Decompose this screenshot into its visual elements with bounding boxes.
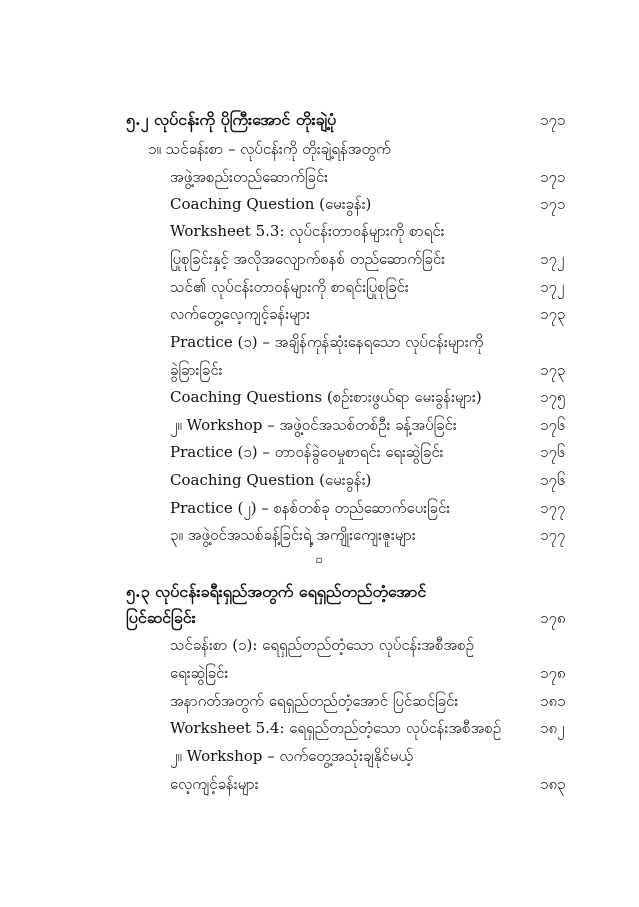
toc-entry bbox=[0, 275, 639, 299]
toc-entry-page: ၁၇၂ bbox=[540, 278, 565, 296]
section-page-number: ၁၇၈ bbox=[540, 609, 566, 627]
toc-entry-text: လက်တွေ့လေ့ကျင့်ခန်းများ bbox=[170, 305, 310, 323]
toc-entry bbox=[0, 772, 639, 796]
toc-entry bbox=[0, 385, 639, 409]
toc-entry-text: ၂။ Workshop – အဖွဲ့ဝင်အသစ်တစ်ဦး ခန့်အပ်ခြင်း bbox=[170, 416, 457, 434]
toc-entry-page: ၁၇၃ bbox=[540, 361, 566, 379]
toc-entry-text: Coaching Questions (စဉ်းစားဖွယ်ရာ မေးခွန်းများ) bbox=[170, 388, 482, 406]
toc-entry bbox=[0, 523, 639, 547]
toc-entry-text: သင်၏ လုပ်ငန်းတာဝန်များကို စာရင်းပြုစုခြင်း bbox=[170, 278, 409, 296]
toc-entry-page: ၁၇၇ bbox=[540, 526, 566, 544]
toc-entry bbox=[0, 744, 639, 768]
toc-entry-text: ၃။ အဖွဲ့ဝင်အသစ်ခန့်ခြင်းရဲ့ အကျိုးကျေးဇူးများ bbox=[170, 526, 416, 544]
toc-entry-page: ၁၈၂ bbox=[540, 719, 565, 737]
toc-entry bbox=[0, 358, 639, 382]
section-heading-row bbox=[0, 108, 639, 132]
toc-entry bbox=[0, 633, 639, 657]
toc-entry bbox=[0, 165, 639, 189]
toc-entry-text: ခွဲခြားခြင်း bbox=[170, 361, 223, 379]
section-heading-row bbox=[0, 606, 639, 630]
toc-entry bbox=[0, 716, 639, 740]
toc-entry bbox=[0, 413, 639, 437]
toc-entry-text: Coaching Question (မေးခွန်း) bbox=[170, 195, 372, 213]
toc-entry bbox=[0, 219, 639, 243]
section-heading-cont: ပြင်ဆင်ခြင်း bbox=[126, 608, 196, 627]
toc-entry bbox=[0, 302, 639, 326]
toc-entry-text: ပြုစုခြင်းနှင့် အလိုအလျောက်စနစ် တည်ဆောက်ခြင်း bbox=[170, 250, 445, 268]
toc-entry-page: ၁၈၃ bbox=[540, 775, 566, 793]
toc-entry-text: ရေးဆွဲခြင်း bbox=[170, 664, 229, 682]
toc-entry-page: ၁၇၇ bbox=[540, 499, 566, 517]
toc-entry bbox=[0, 137, 639, 161]
toc-entry-page: ၁၇၃ bbox=[540, 305, 566, 323]
toc-entry-page: ၁၇၆ bbox=[540, 471, 566, 489]
toc-entry-text: Worksheet 5.3: လုပ်ငန်းတာဝန်များကို စာရင်း bbox=[170, 222, 445, 240]
toc-entry bbox=[0, 247, 639, 271]
section-heading: ၅.၃ လုပ်ငန်းခရီးရှည်အတွက် ရေရှည်တည်တံ့အောင် bbox=[126, 582, 427, 601]
toc-entry-page: ၁၇၁ bbox=[540, 168, 566, 186]
toc-entry-text: လေ့ကျင့်ခန်းများ bbox=[170, 775, 259, 793]
toc-entry-text: Practice (၁) – အချိန်ကုန်ဆုံးနေရသော လုပ်ငန်းများကို bbox=[170, 333, 484, 351]
toc-entry bbox=[0, 440, 639, 464]
toc-entry-page: ၁၇၆ bbox=[540, 443, 566, 461]
section-heading-row bbox=[0, 580, 639, 604]
toc-entry bbox=[0, 496, 639, 520]
section-divider: ▫ bbox=[315, 555, 323, 566]
toc-entry-text: အဖွဲ့အစည်းတည်ဆောက်ခြင်း bbox=[170, 168, 328, 186]
toc-entry bbox=[0, 689, 639, 713]
toc-entry bbox=[0, 468, 639, 492]
toc-entry-page: ၁၈၁ bbox=[540, 692, 566, 710]
toc-entry-text: ၁။ သင်ခန်းစာ – လုပ်ငန်းကို တိုးချဲ့ရန်အတွက် bbox=[148, 140, 391, 158]
section-page-number: ၁၇၁ bbox=[540, 111, 566, 129]
toc-entry-page: ၁၇၁ bbox=[540, 195, 566, 213]
toc-entry-page: ၁၇၂ bbox=[540, 250, 565, 268]
toc-entry-page: ၁၇၆ bbox=[540, 416, 566, 434]
toc-entry-text: Worksheet 5.4: ရေရှည်တည်တံ့သော လုပ်ငန်းအစီအစဉ် bbox=[170, 719, 502, 737]
toc-entry-text: သင်ခန်းစာ (၁): ရေရှည်တည်တံ့သော လုပ်ငန်းအစီအစဉ် bbox=[170, 636, 474, 654]
toc-entry bbox=[0, 661, 639, 685]
toc-entry-text: Practice (၂) – စနစ်တစ်ခု တည်ဆောက်ပေးခြင်း bbox=[170, 499, 451, 517]
toc-entry-page: ၁၇၅ bbox=[540, 388, 566, 406]
toc-entry bbox=[0, 330, 639, 354]
toc-entry-text: Coaching Question (မေးခွန်း) bbox=[170, 471, 372, 489]
section-heading: ၅.၂ လုပ်ငန်းကို ပိုကြီးအောင် တိုးချဲ့ပုံ bbox=[126, 110, 337, 129]
toc-entry-text: အနာဂတ်အတွက် ရေရှည်တည်တံ့အောင် ပြင်ဆင်ခြင်း bbox=[170, 692, 459, 710]
toc-entry-text: Practice (၁) – တာဝန်ခွဲဝေမှုစာရင်း ရေးဆွဲခြင်း bbox=[170, 443, 444, 461]
toc-entry-page: ၁၇၈ bbox=[540, 664, 566, 682]
toc-entry bbox=[0, 192, 639, 216]
toc-entry-text: ၂။ Workshop – လက်တွေ့အသုံးချနိုင်မယ့် bbox=[170, 747, 413, 765]
